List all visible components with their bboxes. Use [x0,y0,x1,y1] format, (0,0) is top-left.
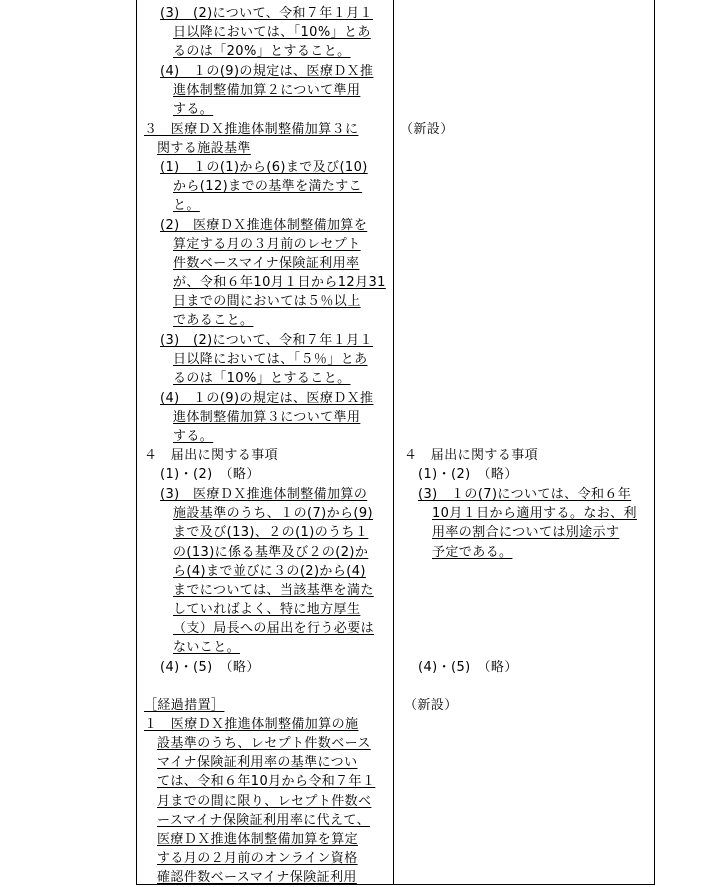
column-divider [393,0,394,884]
new-provision-note: （新設） [400,122,454,137]
item-3-3-line: (3) (2)について、令和７年１月１ [160,333,373,348]
right-item-4-3-line: 10月１日から適用する。なお、利 [432,506,637,521]
item-4-3-line: 施設基準のうち、１の(7)から(9) [173,506,374,521]
item-4-3-line: (3) 医療ＤＸ推進体制整備加算の [160,487,368,502]
transitional-1-line: マイナ保険証利用率の基準につい [157,755,358,770]
item-3-2-line: であること。 [173,313,254,328]
transitional-1-line: ースマイナ保険証利用率に代えて、 [157,813,370,828]
section-4-heading: ４ 届出に関する事項 [144,448,279,463]
item-2-3-line: (3) (2)について、令和７年１月１ [160,6,373,21]
item-3-4-line: 進体制整備加算３について準用 [173,410,361,425]
item-4-3-line: （支）局長への届出を行う必要は [173,621,375,636]
item-2-3-line: るのは「20%」とすること。 [173,44,351,59]
transitional-1-line: 医療ＤＸ推進体制整備加算を算定 [157,832,359,847]
transitional-1-line: 確認件数ベースマイナ保険証利用 [157,870,357,885]
item-3-2-line: (2) 医療ＤＸ推進体制整備加算を [160,218,368,233]
item-3-1-line: (1) １の(1)から(6)まで及び(10) [160,160,368,175]
item-3-4-line: (4) １の(9)の規定は、医療ＤＸ推 [160,391,374,406]
right-item-4-3-line: 予定である。 [432,545,513,560]
item-4-4-5: (4)・(5) （略） [160,660,260,675]
item-2-4-line: する。 [173,102,214,117]
item-4-3-line: していればよく、特に地方厚生 [173,602,361,617]
item-4-3-line: までについては、当該基準を満た [173,583,374,598]
item-4-1-2: (1)・(2) （略） [160,467,260,482]
item-3-2-line: 算定する月の３月前のレセプト [173,237,361,252]
item-4-3-line: の(13)に係る基準及び２の(2)か [173,545,369,560]
item-3-1-line: から(12)までの基準を満たすこ [173,179,363,194]
transitional-1-line: １ 医療ＤＸ推進体制整備加算の施 [144,717,359,732]
transitional-1-line: 設基準のうち、レセプト件数ベース [157,736,371,751]
item-3-2-line: 日までの間においては５％以上 [173,294,361,309]
transitional-1-line: 月までの間に限り、レセプト件数ベ [157,794,372,809]
item-3-3-line: るのは「10%」とすること。 [173,371,351,386]
item-3-4-line: する。 [173,429,214,444]
right-item-4-1-2: (1)・(2) （略） [418,467,518,482]
item-4-3-line: ら(4)まで並びに３の(2)から(4) [173,564,366,579]
item-4-3-line: まで及び(13)、２の(1)のうち１ [173,525,369,540]
item-2-4-line: 進体制整備加算２について準用 [173,83,361,98]
section-3-heading: ３ 医療ＤＸ推進体制整備加算３に [144,122,359,137]
item-2-3-line: 日以降においては、「10%」とあ [173,25,371,40]
item-4-3-line: ないこと。 [173,640,241,655]
right-item-4-3-line: 用率の割合については別途示す [432,525,620,540]
item-3-1-line: と。 [173,198,200,213]
item-3-2-line: 件数ベースマイナ保険証利用率 [173,256,360,271]
transitional-heading: ［経過措置］ [144,698,225,713]
right-section-4-heading: ４ 届出に関する事項 [404,448,539,463]
item-3-3-line: 日以降においては、「５％」とあ [173,352,368,367]
right-item-4-4-5: (4)・(5) （略） [418,660,518,675]
item-3-2-line: が、令和６年10月１日から12月31 [173,275,386,290]
item-2-4-line: (4) １の(9)の規定は、医療ＤＸ推 [160,64,374,79]
right-item-4-3-line: (3) １の(7)については、令和６年 [418,487,632,502]
section-3-heading: 関する施設基準 [157,141,251,156]
transitional-1-line: する月の２月前のオンライン資格 [157,851,358,866]
transitional-1-line: ては、令和６年10月から令和７年１ [157,774,376,789]
new-provision-note: （新設） [404,698,458,713]
